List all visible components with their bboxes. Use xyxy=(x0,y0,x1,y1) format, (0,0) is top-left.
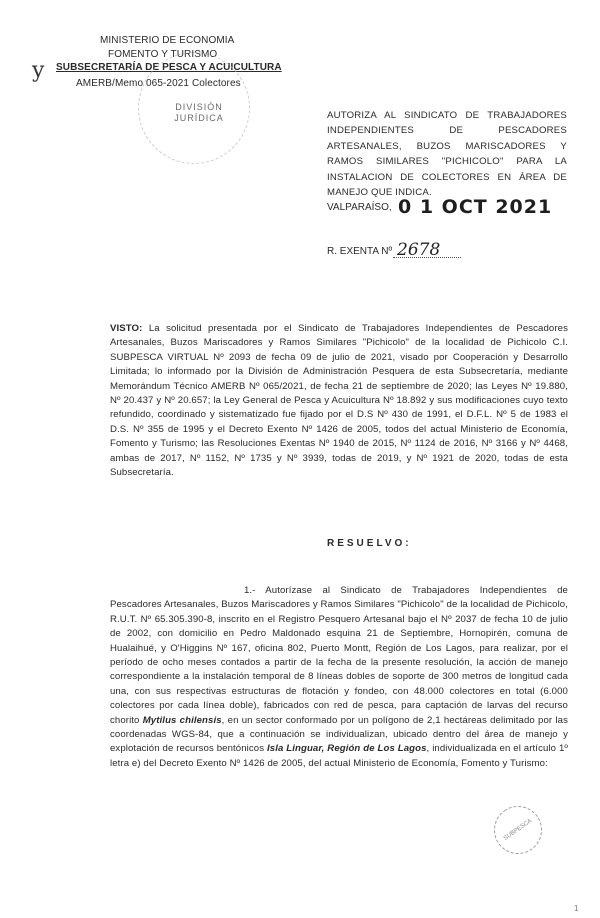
corner-mark: 1 xyxy=(574,904,579,913)
header-subsecretaria: SUBSECRETARÍA DE PESCA Y ACUICULTURA xyxy=(56,62,282,73)
header-reference: AMERB/Memo 065-2021 Colectores xyxy=(76,78,241,89)
visto-label: VISTO: xyxy=(110,323,143,334)
header-ministry: MINISTERIO DE ECONOMIA xyxy=(100,35,235,46)
visto-paragraph xyxy=(110,322,568,480)
article-1-text-part2: , en un sector conformado por un polígono de 2,1 hectáreas delimitado por las coordenadas WGS-84, que a continuación se individualizan, ubicado dentro del área de manejo y explotación de recursos bentónicos xyxy=(110,714,568,755)
resuelvo-heading: RESUELVO: xyxy=(327,538,412,549)
article-1-paragraph xyxy=(110,584,568,771)
header-fomento: FOMENTO Y TURISMO xyxy=(108,49,218,60)
article-1-text-part1: 1.- Autorízase al Sindicato de Trabajadores Independientes de Pescadores Artesanales, Buzos Mariscadores y Ramos Similares "Pichicolo" de la localidad de Pichicolo, R.U.T. Nº 65.305.390-8, inscrito en el Registro Pesquero Artesanal bajo el Nº 2037 de fecha 10 de julio de 2002, con domicilio en Pedro Maldonado esquina 21 de Septiembre, Hornopirén, comuna de Hualaihué, y O'Higgins Nº 167, oficina 802, Puerto Montt, Región de Los Lagos, para realizar, por el período de ocho meses contados a partir de la fecha de la presente resolución, la acción de manejo correspondiente a la instalación temporal de 8 líneas dobles de soporte de 300 metros de longitud cada una, con sus respectivas estructuras de flotación y fondeo, con 48.000 colectores en total (6.000 colectores por cada línea doble), fabricados con red de pesca, para captación de larvas del recurso chorito xyxy=(110,585,568,726)
resolution-number-label: R. EXENTA Nº xyxy=(327,246,393,257)
article-1-text-part3: , individualizada en el artículo 1º letra e) del Decreto Exento Nº 1426 de 2005, del actual Ministerio de Economía, Fomento y Turismo: xyxy=(110,743,568,769)
resolution-title: AUTORIZA AL SINDICATO DE TRABAJADORES INDEPENDIENTES DE PESCADORES ARTESANALES, BUZOS MARISCADORES Y RAMOS SIMILARES "PICHICOLO" PARA LA INSTALACION DE COLECTORES EN ÁREA DE MANEJO QUE INDICA. xyxy=(327,110,567,199)
species-name: Mytilus chilensis xyxy=(142,714,222,726)
area-name: Isla Linguar, Región de Los Lagos xyxy=(267,743,427,755)
margin-handwritten-mark: y xyxy=(32,58,45,83)
visto-text: La solicitud presentada por el Sindicato de Trabajadores Independientes de Pescadores Artesanales, Buzos Mariscadores y Ramos Similares "Pichicolo" de la localidad de Pichicolo C.I. SUBPESCA VIRTUAL Nº 2093 de fecha 09 de julio de 2021, visado por Cooperación y Desarrollo Limitada; lo informado por la División de Administración Pesquera de esta Subsecretaría, mediante Memorándum Técnico AMERB Nº 065/2021, de fecha 21 de septiembre de 2020; las Leyes Nº 19.880, Nº 20.437 y Nº 20.657; la Ley General de Pesca y Acuicultura Nº 18.892 y sus modificaciones cuyo texto refundido, coordinado y sistematizado fue fijado por el D.S Nº 430 de 1991, el D.F.L. Nº 5 de 1983 el D.S. Nº 355 de 1995 y el Decreto Exento Nº 1426 de 2005, todos del actual Ministerio de Economía, Fomento y Turismo; las Resoluciones Exentas Nº 1940 de 2015, Nº 1124 de 2016, Nº 3166 y Nº 4468, ambas de 2017, Nº 1152, Nº 1735 y Nº 3939, todas de 2019, y Nº 1921 de 2020, todas de esta Subsecretaría. xyxy=(110,323,568,479)
division-juridica-stamp: DIVISIÓN JURÍDICA xyxy=(174,102,224,123)
stamped-date: 0 1 OCT 2021 xyxy=(398,196,553,218)
small-round-stamp: SUBPESCA xyxy=(485,797,552,864)
resolution-number: 2678 xyxy=(397,240,441,260)
place-label: VALPARAÍSO, xyxy=(327,202,392,213)
